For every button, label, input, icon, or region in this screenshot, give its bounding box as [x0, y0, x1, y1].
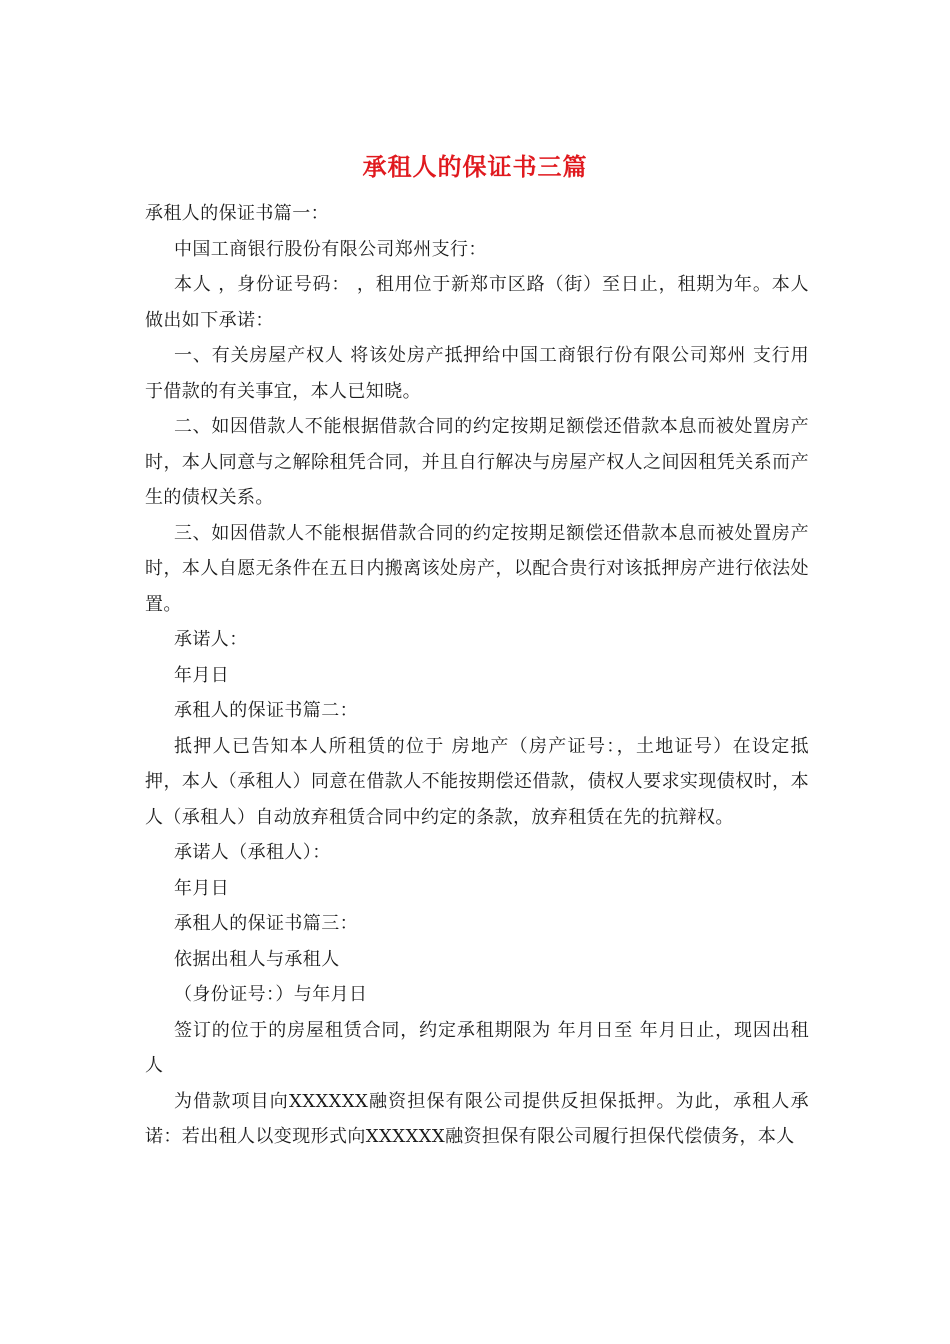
paragraph: 承租人的保证书篇二： [174, 700, 358, 721]
paragraph: 签订的位于的房屋租赁合同，约定承租期限为 年月日至 年月日止，现因出租人 [145, 1019, 809, 1076]
paragraph: 为借款项目向XXXXXX融资担保有限公司提供反担保抵押。为此，承租人承诺：若出租人以变现形式向XXXXXX融资担保有限公司履行担保代偿债务，本人 [145, 1090, 809, 1147]
paragraph: 三、如因借款人不能根据借款合同的约定按期足额偿还借款本息而被处置房产时，本人自愿无条件在五日内搬离该处房产，以配合贵行对该抵押房产进行依法处置。 [145, 522, 809, 615]
paragraph: 承租人的保证书篇一： [145, 203, 329, 224]
paragraph: （身份证号：）与年月日 [174, 984, 368, 1005]
document-body [145, 196, 809, 1155]
paragraph: 一、有关房屋产权人 将该处房产抵押给中国工商银行份有限公司郑州 支行用于借款的有关事宜，本人已知晓。 [145, 345, 809, 402]
paragraph: 年月日 [174, 877, 230, 899]
paragraph: 承诺人： [174, 629, 248, 650]
paragraph: 承租人的保证书篇三： [174, 913, 358, 934]
paragraph: 抵押人已告知本人所租赁的位于 房地产（房产证号：，土地证号）在设定抵押，本人（承租人）同意在借款人不能按期偿还借款，债权人要求实现债权时，本人（承租人）自动放弃租赁合同中约定的条款，放弃租赁在先的抗辩权。 [145, 735, 809, 828]
document-title: 承租人的保证书三篇 [362, 152, 588, 181]
paragraph: 年月日 [174, 664, 230, 686]
paragraph: 承诺人（承租人）： [174, 842, 331, 863]
paragraph: 依据出租人与承租人 [174, 948, 340, 970]
paragraph: 二、如因借款人不能根据借款合同的约定按期足额偿还借款本息而被处置房产时，本人同意与之解除租凭合同，并且自行解决与房屋产权人之间因租凭关系而产生的债权关系。 [145, 416, 809, 508]
paragraph: 中国工商银行股份有限公司郑州支行： [174, 238, 487, 260]
paragraph: 本人 ，身份证号码： ，租用位于新郑市区路（街）至日止，租期为年。本人做出如下承诺： [145, 274, 809, 331]
